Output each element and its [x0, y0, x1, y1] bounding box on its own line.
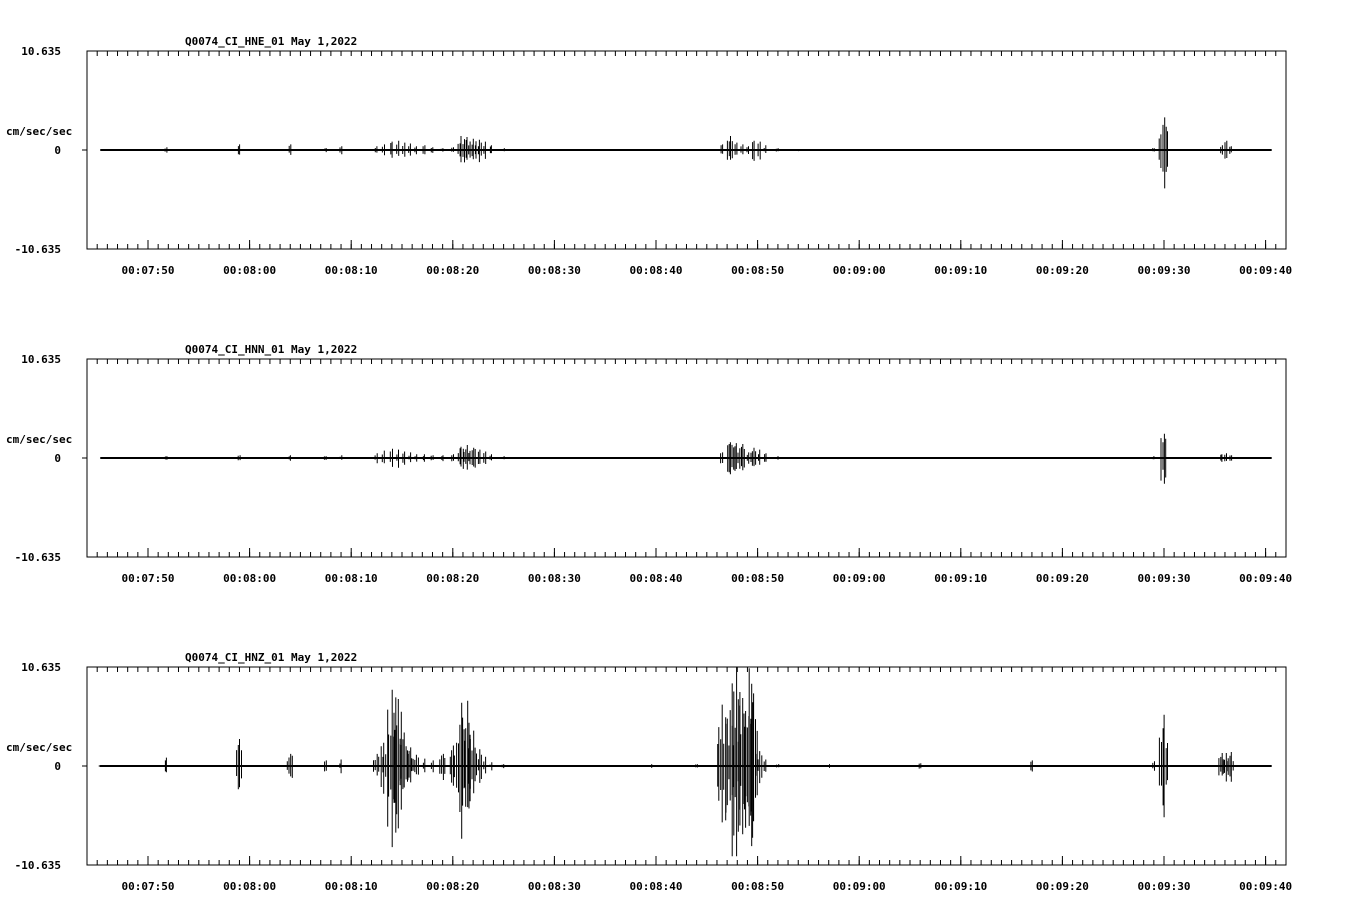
y-tick-label: -10.635	[14, 859, 61, 872]
x-tick-label: 00:08:00	[223, 880, 277, 893]
seismogram-panel-3	[6, 651, 1292, 893]
x-tick-label: 00:09:00	[832, 264, 886, 277]
x-tick-label: 00:08:30	[527, 572, 581, 585]
trace-burst	[457, 703, 465, 839]
trace-burst	[413, 755, 418, 775]
trace-burst	[423, 454, 424, 462]
trace-burst	[374, 754, 379, 776]
y-axis-label: cm/sec/sec	[6, 433, 73, 446]
trace-burst	[1153, 456, 1154, 459]
panel-title: Q0074_CI_HNE_01 May 1,2022	[185, 35, 358, 48]
trace-burst	[165, 758, 166, 773]
x-tick-label: 00:08:00	[223, 572, 277, 585]
y-axis-label: cm/sec/sec	[6, 125, 73, 138]
x-tick-label: 00:08:50	[731, 880, 785, 893]
trace-burst	[468, 731, 476, 802]
x-tick-label: 00:08:20	[426, 264, 480, 277]
panel-title: Q0074_CI_HNZ_01 May 1,2022	[185, 651, 358, 664]
x-tick-label: 00:09:00	[832, 572, 886, 585]
trace-burst	[490, 145, 491, 153]
x-tick-label: 00:09:20	[1035, 880, 1089, 893]
trace-burst	[99, 765, 100, 767]
trace-burst	[718, 705, 726, 823]
x-tick-label: 00:09:10	[934, 880, 988, 893]
y-tick-label: 0	[54, 452, 61, 465]
trace-burst	[732, 667, 740, 856]
trace-burst	[735, 143, 737, 155]
x-tick-label: 00:09:20	[1035, 264, 1089, 277]
y-tick-label: -10.635	[14, 551, 61, 564]
x-tick-label: 00:07:50	[121, 264, 175, 277]
x-tick-label: 00:09:30	[1137, 572, 1191, 585]
y-tick-label: 0	[54, 760, 61, 773]
x-tick-label: 00:08:30	[527, 264, 581, 277]
x-tick-label: 00:09:10	[934, 572, 988, 585]
trace-burst	[382, 451, 384, 464]
x-tick-label: 00:08:10	[324, 572, 378, 585]
x-tick-label: 00:08:50	[731, 572, 785, 585]
x-tick-label: 00:08:40	[629, 264, 683, 277]
x-tick-label: 00:08:20	[426, 880, 480, 893]
x-tick-label: 00:08:20	[426, 572, 480, 585]
trace-burst	[237, 739, 242, 789]
x-tick-label: 00:09:20	[1035, 572, 1089, 585]
x-tick-label: 00:09:40	[1239, 572, 1293, 585]
trace-burst	[751, 448, 756, 466]
x-tick-label: 00:09:00	[832, 880, 886, 893]
y-tick-label: 10.635	[21, 353, 61, 366]
trace-burst	[1159, 117, 1167, 188]
x-tick-label: 00:07:50	[121, 572, 175, 585]
trace-burst	[381, 743, 386, 794]
trace-burst	[397, 141, 399, 156]
y-tick-label: 10.635	[21, 661, 61, 674]
x-tick-label: 00:08:40	[629, 572, 683, 585]
seismogram-panel-1	[6, 35, 1292, 277]
x-tick-label: 00:09:30	[1137, 880, 1191, 893]
trace-burst	[462, 701, 470, 809]
y-tick-label: 10.635	[21, 45, 61, 58]
x-tick-label: 00:07:50	[121, 880, 175, 893]
x-tick-label: 00:08:00	[223, 264, 277, 277]
x-tick-label: 00:08:30	[527, 880, 581, 893]
x-tick-label: 00:08:10	[324, 264, 378, 277]
x-tick-label: 00:09:40	[1239, 264, 1293, 277]
panel-title: Q0074_CI_HNN_01 May 1,2022	[185, 343, 358, 356]
x-tick-label: 00:09:30	[1137, 264, 1191, 277]
x-tick-label: 00:09:40	[1239, 880, 1293, 893]
trace-burst	[727, 136, 732, 160]
seismogram-panel-2	[6, 343, 1292, 585]
y-axis-label: cm/sec/sec	[6, 741, 73, 754]
y-tick-label: -10.635	[14, 243, 61, 256]
x-tick-label: 00:08:50	[731, 264, 785, 277]
x-tick-label: 00:09:10	[934, 264, 988, 277]
x-tick-label: 00:08:40	[629, 880, 683, 893]
x-tick-label: 00:08:10	[324, 880, 378, 893]
y-tick-label: 0	[54, 144, 61, 157]
trace-burst	[478, 450, 480, 464]
